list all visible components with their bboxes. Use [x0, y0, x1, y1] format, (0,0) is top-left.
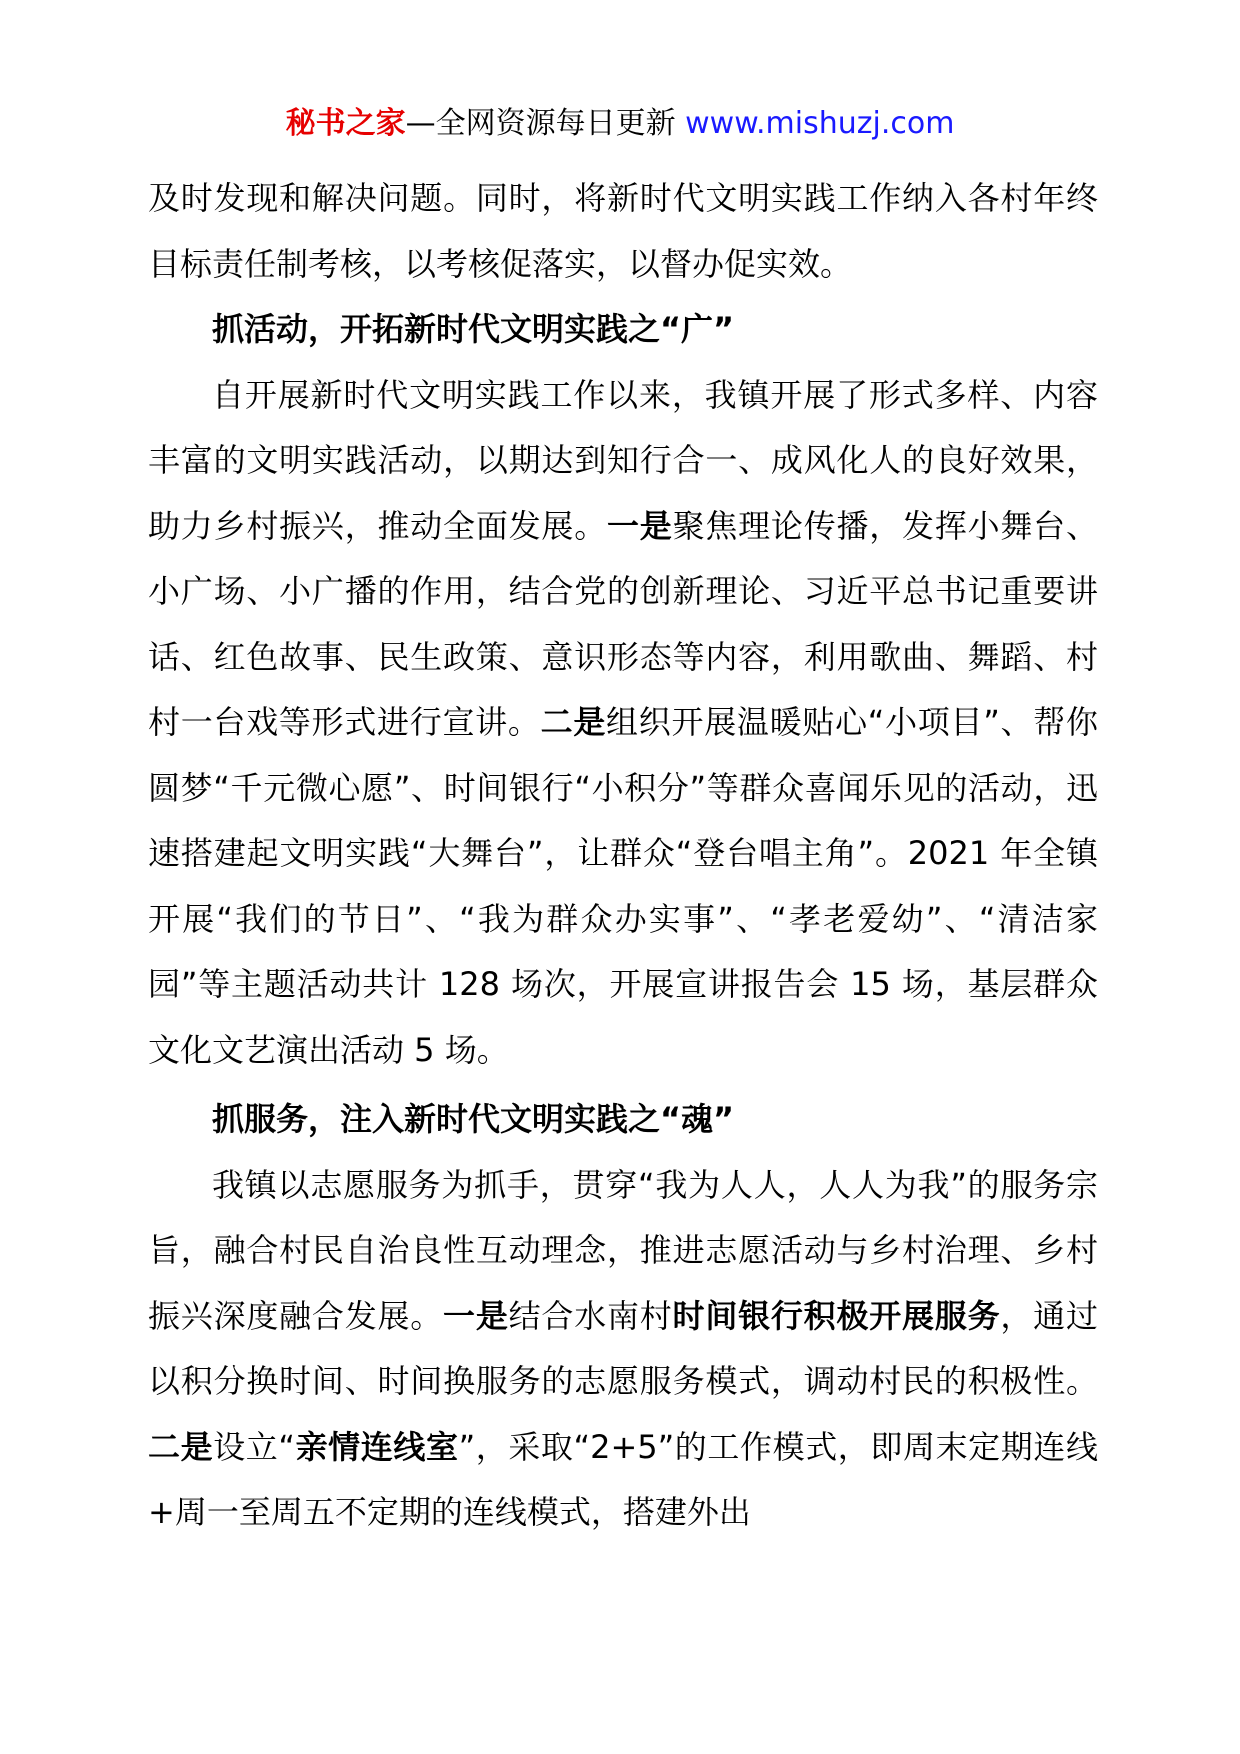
- document-body: [148, 166, 1098, 1546]
- paragraph-text: 聚焦理论传播，发挥小舞台、小广场、小广播的作用，结合党的创新理论、习近平总书记重要讲话、红色故事、民生政策、意识形态等内容，利用歌曲、舞蹈、村村一台戏等形式进行宣讲。: [148, 506, 1098, 741]
- paragraph-text: 结合水南村: [508, 1296, 673, 1335]
- paragraph-text: 自开展新时代文明实践工作以来，我镇开展了形式多样、内容丰富的文明实践活动，以期达到知行合一、成风化人的良好效果，助力乡村振兴，推动全面发展。: [148, 375, 1098, 545]
- section-heading-activities: 抓活动，开拓新时代文明实践之“广”: [212, 310, 735, 348]
- section-heading-services: 抓服务，注入新时代文明实践之“魂”: [212, 1100, 735, 1138]
- paragraph-text: ”，采取“2+5”的工作模式，即周末定期连线+周一至周五不定期的连线模式，搭建外出: [148, 1427, 1098, 1531]
- paragraph-text: ，通过以积分换时间、时间换服务的志愿服务模式，调动村民的积极性。: [148, 1296, 1098, 1400]
- bold-marker-second: 二是: [148, 1427, 214, 1466]
- paragraph-services: [148, 1153, 1098, 1546]
- bold-phrase-family-room: 亲情连线室: [294, 1427, 459, 1466]
- site-url-link[interactable]: www.mishuzj.com: [685, 106, 955, 141]
- paragraph-activities: [148, 363, 1098, 1084]
- paragraph-continuation: 及时发现和解决问题。同时，将新时代文明实践工作纳入各村年终目标责任制考核，以考核促落实，以督办促实效。: [148, 179, 1098, 283]
- header-tagline: —全网资源每日更新: [405, 106, 686, 141]
- bold-phrase-time-bank: 时间银行积极开展服务: [672, 1296, 1001, 1335]
- site-header: [0, 102, 1240, 146]
- bold-marker-first: 一是: [606, 506, 673, 545]
- paragraph-text: 我镇以志愿服务为抓手，贯穿“我为人人，人人为我”的服务宗旨，融合村民自治良性互动理念，推进志愿活动与乡村治理、乡村振兴深度融合发展。: [148, 1165, 1098, 1335]
- bold-marker-first: 一是: [443, 1296, 509, 1335]
- bold-marker-second: 二是: [540, 703, 607, 741]
- paragraph-text: 组织开展温暖贴心“小项目”、帮你圆梦“千元微心愿”、时间银行“小积分”等群众喜闻乐见的活动，迅速搭建起文明实践“大舞台”，让群众“登台唱主角”。2021 年全镇开展“我们的节日”、“我为群众办实事”、“孝老爱幼”、“清洁家园”等主题活动共计 128 场次，开展宣讲报告会 15 场，基层群众文化文艺演出活动 5 场。: [148, 703, 1098, 1069]
- brand-name: 秘书之家: [285, 106, 406, 141]
- paragraph-text: 设立“: [213, 1427, 295, 1466]
